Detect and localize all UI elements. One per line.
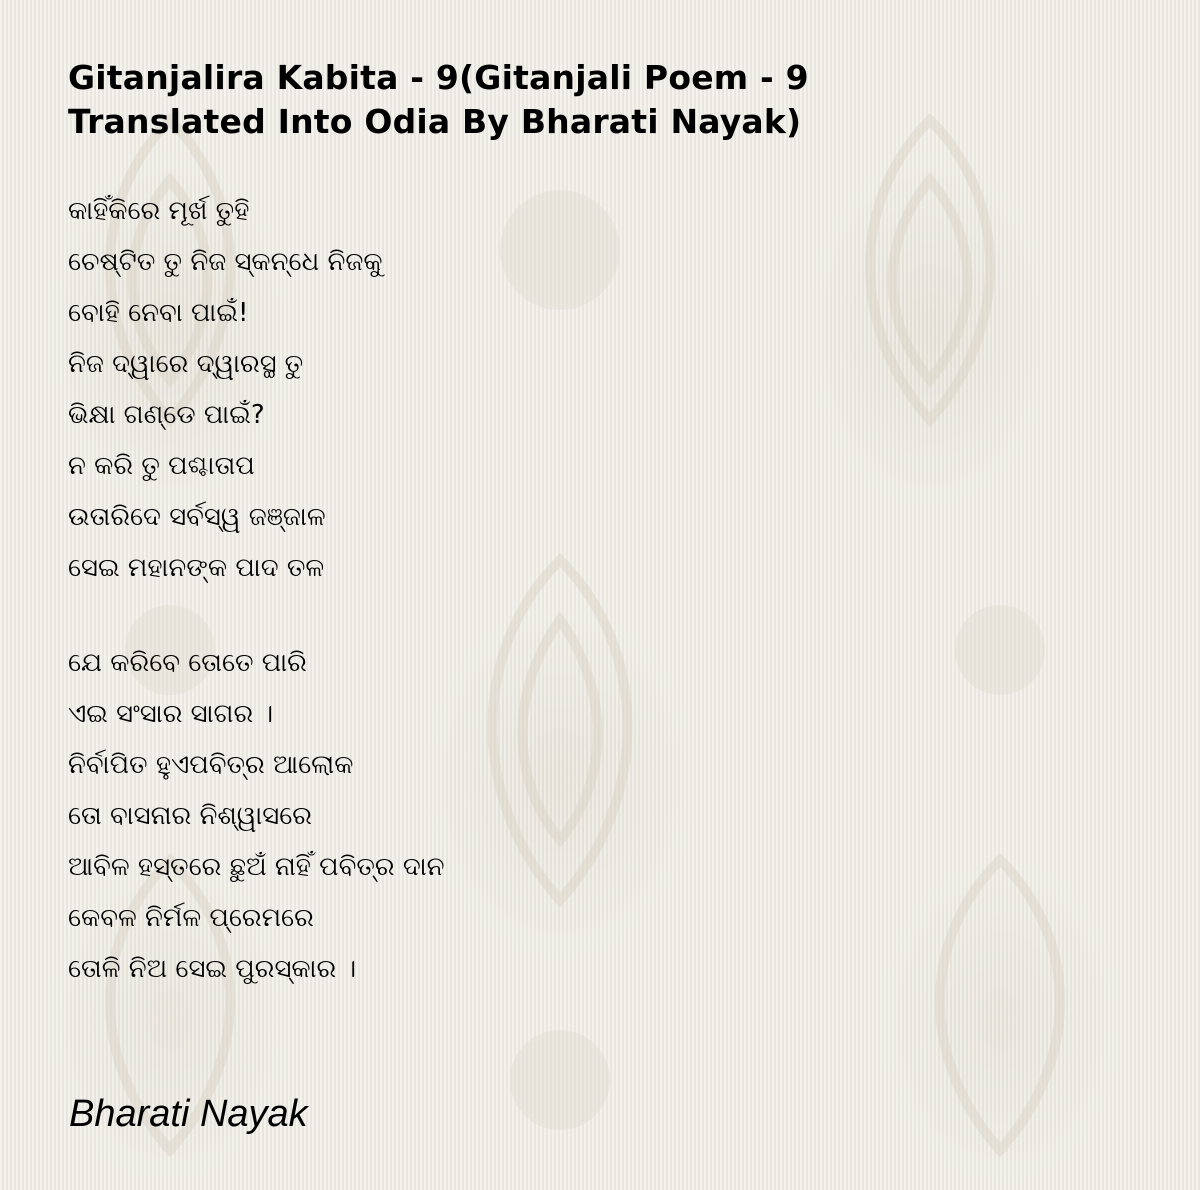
- poem-stanza: [68, 186, 1148, 594]
- poem-line: ଯେ କରିବେ ତୋତେ ପାରି: [68, 648, 307, 678]
- poem-title-line: Translated Into Odia By Bharati Nayak): [68, 102, 802, 141]
- poem-line: କାହିଁକିରେ ମୂର୍ଖ ତୁହି: [68, 196, 250, 226]
- poem-author: Bharati Nayak: [69, 1093, 308, 1135]
- poem-line: ବୋହି ନେବା ପାଇଁ!: [68, 298, 249, 328]
- poem-line: ଭିକ୍ଷା ଗଣ୍ଡେ ପାଇଁ?: [68, 400, 265, 430]
- poem-line: ସେଇ ମହାନଙ୍କ ପାଦ ତଳ: [68, 553, 325, 583]
- poem-stanza: [68, 638, 1148, 995]
- poem-line: ଉତାରିଦେ ସର୍ବସ୍ୱ ଜଞ୍ଜାଳ: [68, 502, 326, 532]
- poem-line: ନ କରି ତୁ ପଶ୍ଚାତାପ: [68, 451, 255, 481]
- poem-card: [68, 56, 1148, 1039]
- poem-line: ତୋ ବାସନାର ନିଶ୍ୱାସରେ: [68, 801, 312, 831]
- poem-body: [68, 186, 1148, 995]
- poem-line: ତୋଳି ନିଅ ସେଇ ପୁରସ୍କାର ।: [68, 954, 357, 984]
- poem-line: ଆବିଳ ହସ୍ତରେ ଛୁଅଁ ନାହିଁ ପବିତ୍ର ଦାନ: [68, 852, 445, 882]
- poem-line: କେବଳ ନିର୍ମଳ ପ୍ରେମରେ: [68, 903, 314, 933]
- poem-line: ଏଇ ସଂସାର ସାଗର ।: [68, 699, 274, 729]
- poem-line: ନିଜ ଦ୍ୱାରେ ଦ୍ୱାରସ୍ଥ ତୁ: [68, 349, 304, 379]
- poem-line: ଚେଷ୍ଟିତ ତୁ ନିଜ ସ୍କନ୍ଧେ ନିଜକୁ: [68, 247, 383, 277]
- poem-title-line: Gitanjalira Kabita - 9(Gitanjali Poem - 9: [68, 58, 809, 97]
- poem-line: ନିର୍ବାପିତ ହୁଏପବିତ୍ର ଆଲୋକ: [68, 750, 354, 780]
- poem-title: [68, 56, 1148, 144]
